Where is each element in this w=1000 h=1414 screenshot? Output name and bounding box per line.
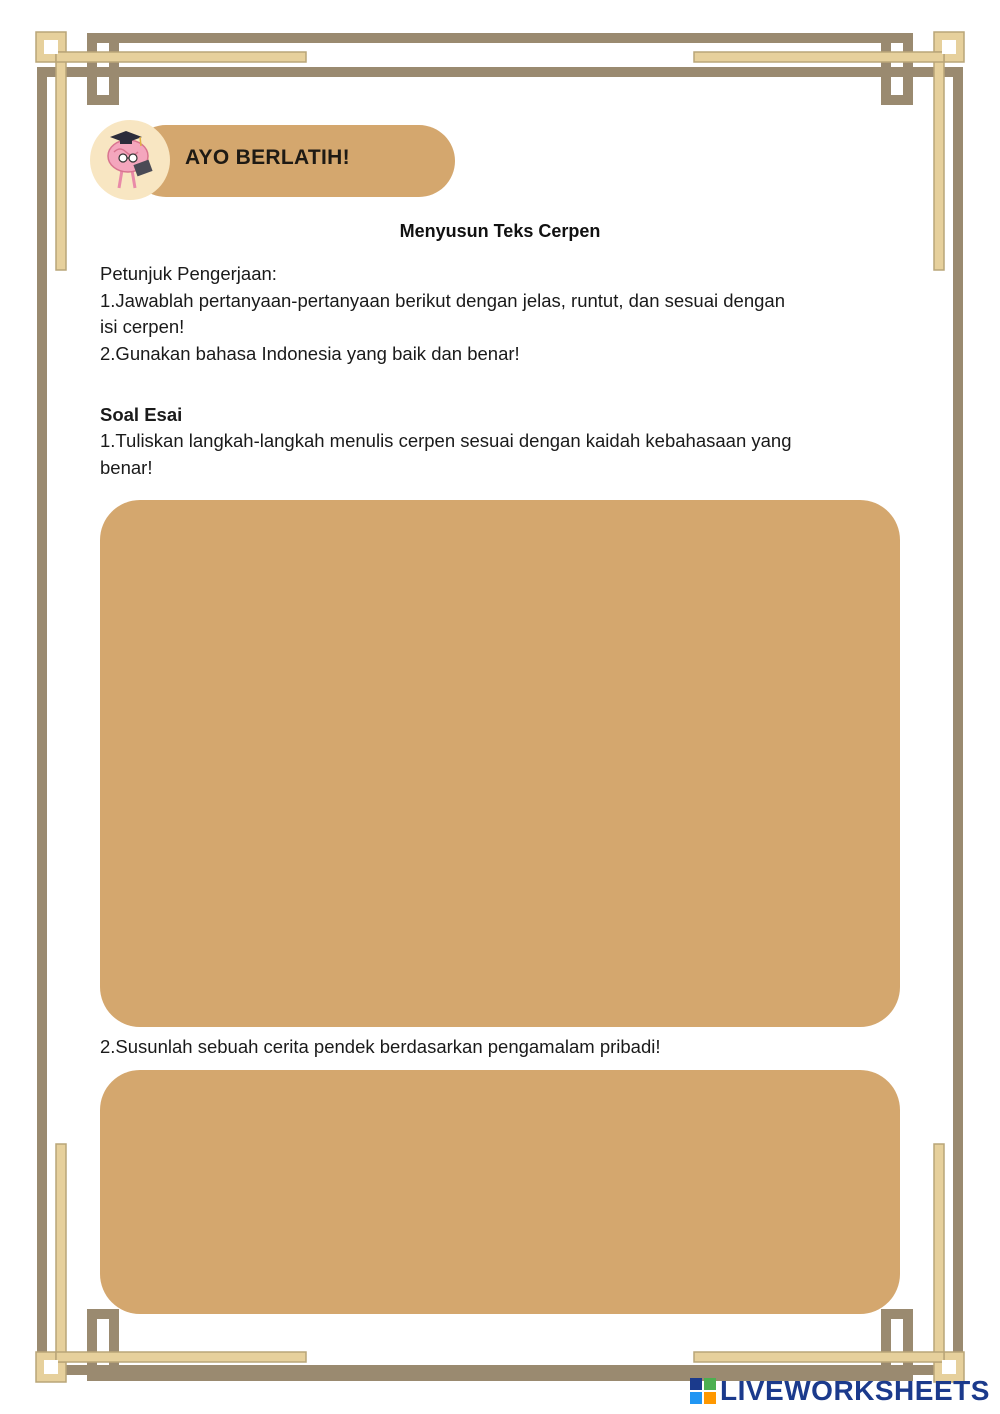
- brain-mascot-icon: [90, 120, 170, 200]
- essay-heading: Soal Esai: [100, 404, 183, 425]
- page-title: Menyusun Teks Cerpen: [399, 221, 601, 241]
- answer-box-2[interactable]: [100, 1070, 900, 1314]
- instructions-heading: Petunjuk Pengerjaan:: [100, 263, 277, 284]
- brand-blocks-icon: [690, 1378, 716, 1404]
- question-2: 2.Susunlah sebuah cerita pendek berdasarkan pengamalam pribadi!: [100, 1036, 661, 1057]
- instruction-item-2: 2.Gunakan bahasa Indonesia yang baik dan benar!: [100, 343, 520, 364]
- instruction-item-1-line-2: isi cerpen!: [100, 316, 185, 337]
- section-banner: [90, 125, 455, 197]
- answer-box-1[interactable]: [100, 500, 900, 1027]
- banner-title: AYO BERLATIH!: [185, 146, 350, 169]
- instruction-item-1-line-1: 1.Jawablah pertanyaan-pertanyaan berikut dengan jelas, runtut, dan sesuai dengan: [100, 290, 785, 311]
- question-1-line-2: benar!: [100, 457, 153, 478]
- question-1-line-1: 1.Tuliskan langkah-langkah menulis cerpen sesuai dengan kaidah kebahasaan yang: [100, 430, 792, 451]
- brand-logo: [690, 1374, 990, 1408]
- brand-name: LIVEWORKSHEETS: [720, 1375, 990, 1406]
